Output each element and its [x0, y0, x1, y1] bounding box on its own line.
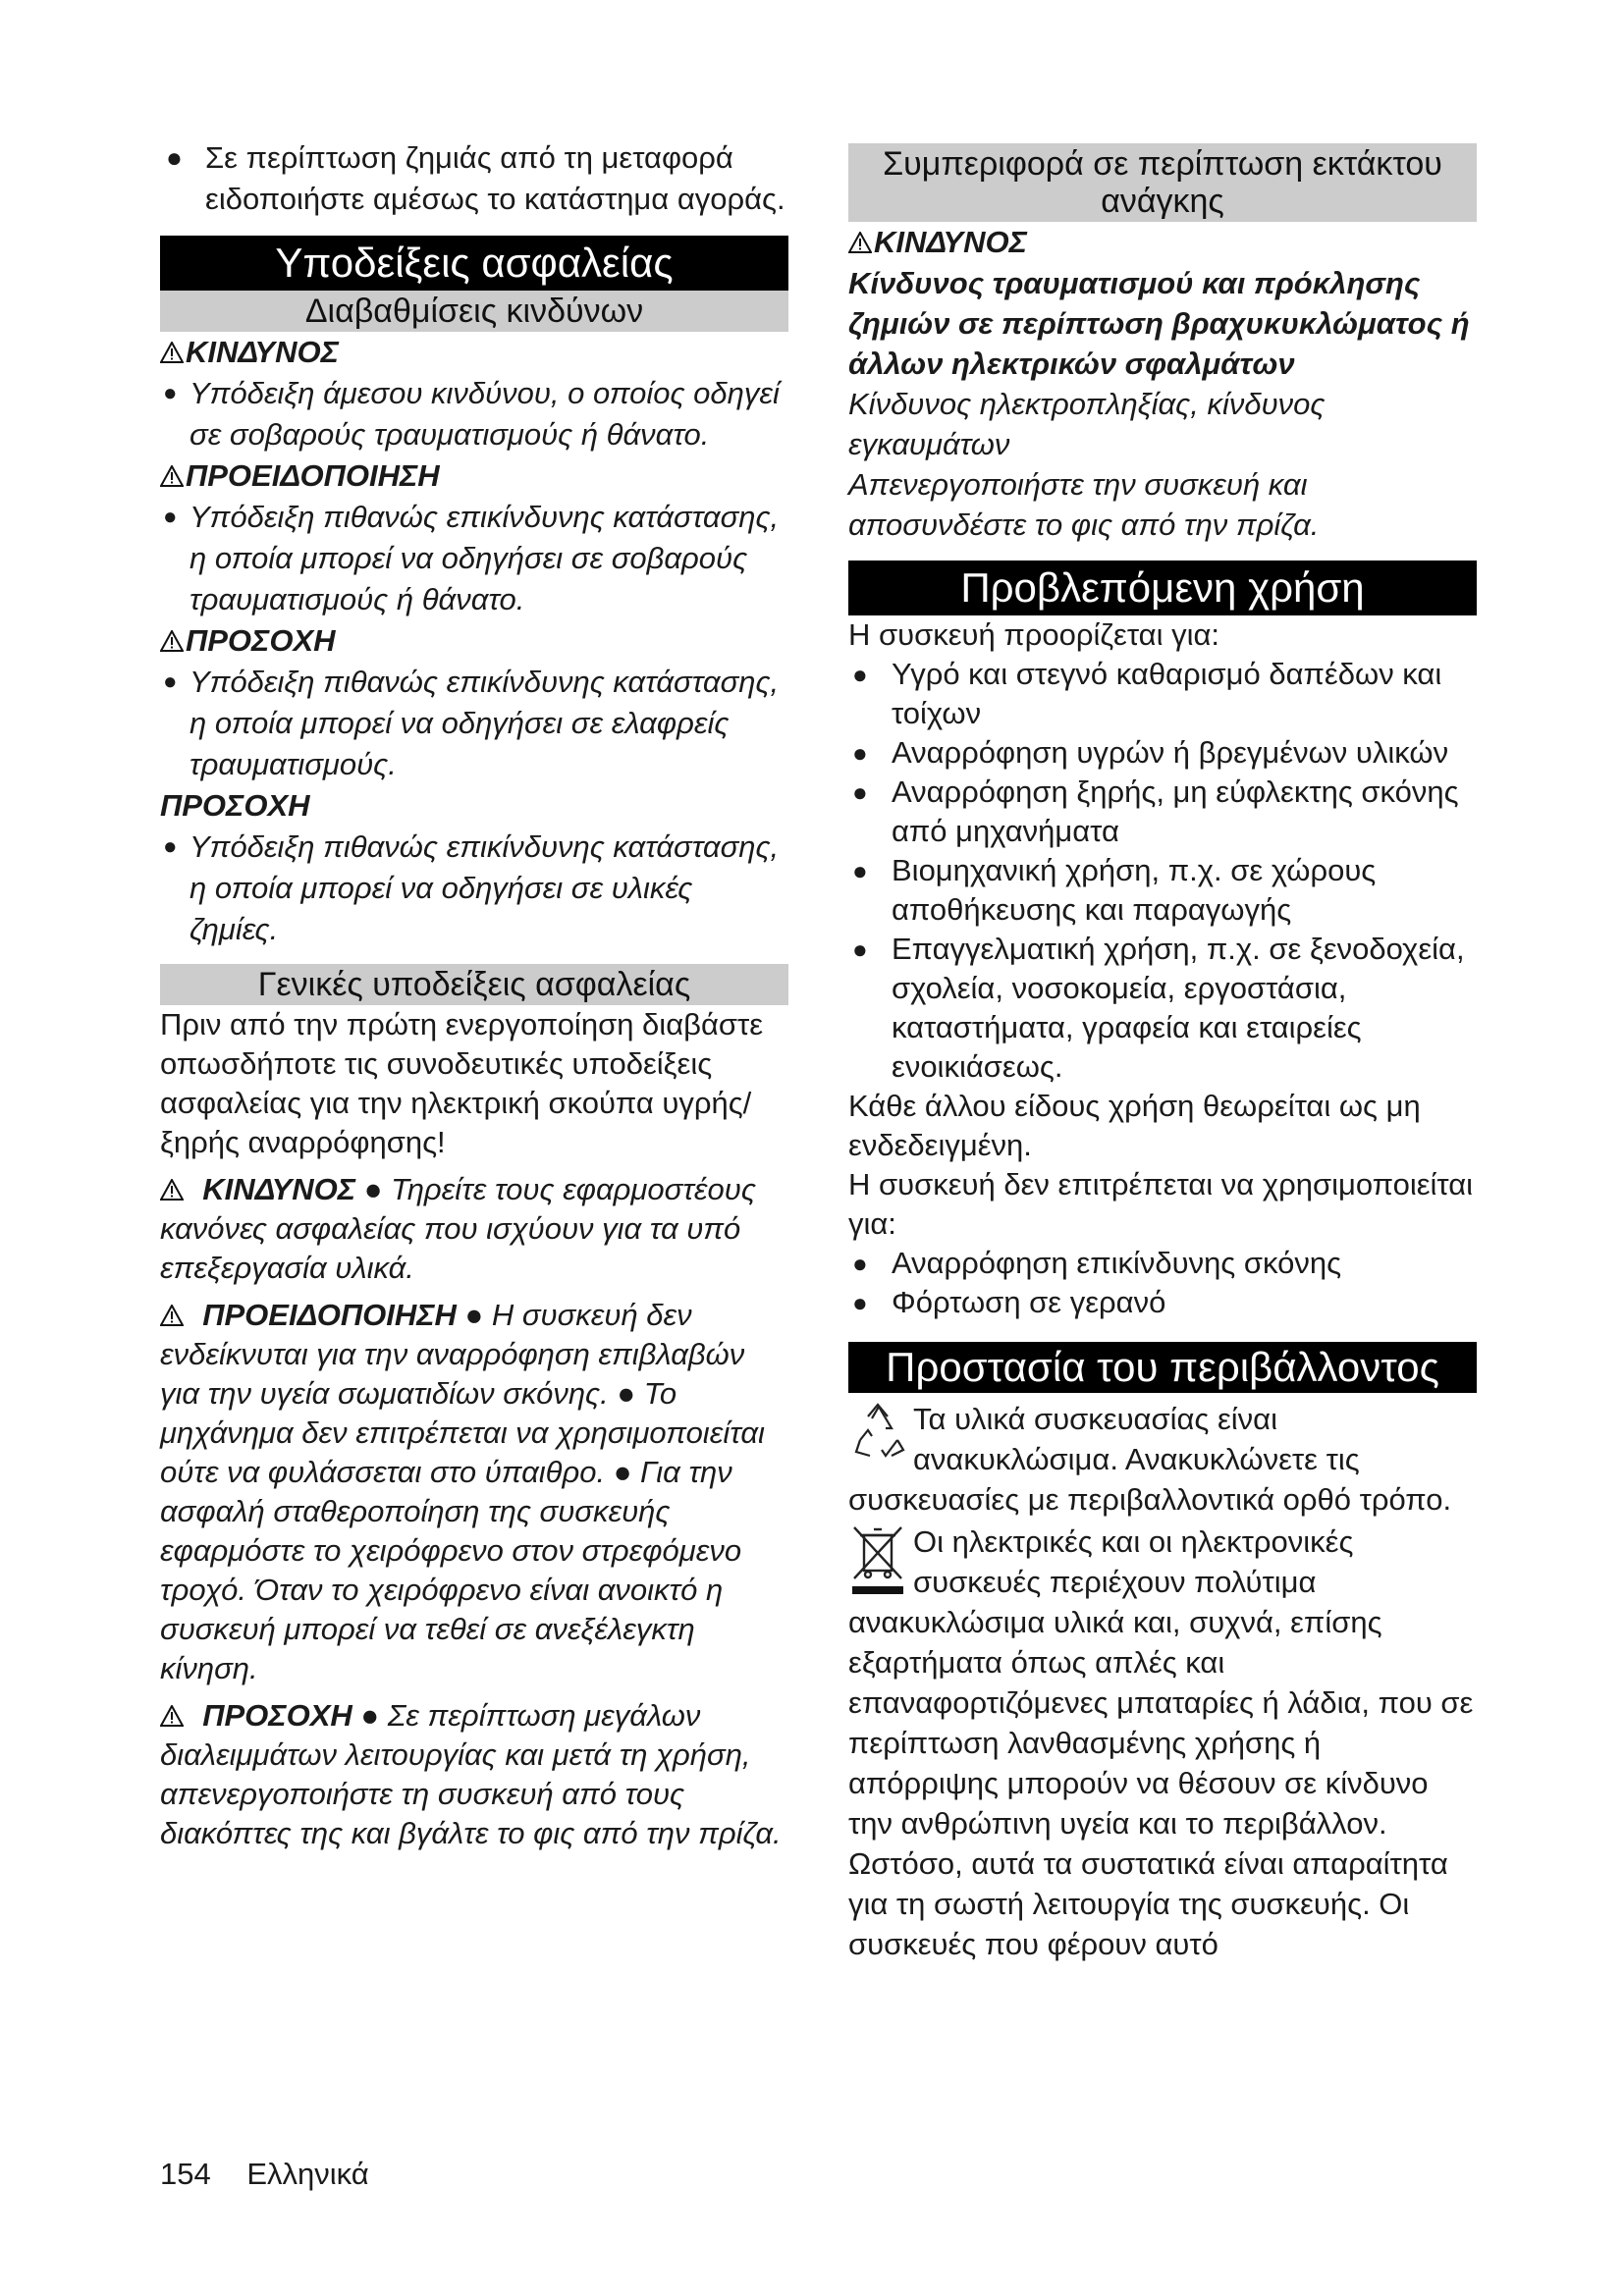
emergency-hazard: Κίνδυνος ηλεκτροπληξίας, κίνδυνος εγκαυμάτων: [848, 387, 1326, 461]
not-allowed-list: [848, 1244, 1477, 1322]
general-caution-note: ΠΡΟΣΟΧΗ ● Σε περίπτωση μεγάλων διαλειμμάτων λειτουργίας και μετά τη χρήση, απενεργοποιήστε τη συσκευή από τους διακόπτες της και βγάλτε το φις από την πρίζα.: [160, 1698, 782, 1850]
general-intro: Πριν από την πρώτη ενεργοποίηση διαβάστε οπωσδήποτε τις συνοδευτικές υποδείξεις ασφαλείας για την ηλεκτρική σκούπα υγρής/ξηρής αναρρόφησης!: [160, 1007, 764, 1159]
left-column: [160, 137, 788, 1853]
list-item: ● Επαγγελματική χρήση, π.χ. σε ξενοδοχεία, σχολεία, νοσοκομεία, εργοστάσια, καταστήματα, γραφεία και εταιρείες ενοικιάσεως.: [852, 932, 1465, 1084]
bullet-icon: ●: [852, 856, 868, 885]
page-footer: [160, 2157, 397, 2192]
environment-heading: Προστασία του περιβάλλοντος: [848, 1342, 1477, 1393]
list-item: ● Αναρρόφηση υγρών ή βρεγμένων υλικών: [848, 733, 1477, 773]
list-item: ● Αναρρόφηση επικίνδυνης σκόνης: [848, 1244, 1477, 1283]
level-text-danger: ● Υπόδειξη άμεσου κινδύνου, ο οποίος οδηγεί σε σοβαρούς τραυματισμούς ή θάνατο.: [160, 373, 788, 455]
general-warning-note: ΠΡΟΕΙΔΟΠΟΙΗΣΗ ● Η συσκευή δεν ενδείκνυται για την αναρρόφηση επιβλαβών για την υγεία σωματιδίων σκόνης. ● Το μηχάνημα δεν επιτρέπεται να χρησιμοποιείται ούτε να φυλάσσεται στο ύπαιθρο. ● Για την ασφαλή σταθεροποίηση της συσκευής εφαρμόστε το χειρόφρενο στον στρεφόμενο τροχό. Όταν το χειρόφρενο είναι ανοικτό η συσκευή μπορεί να τεθεί σε ανεξέλεγκτη κίνηση.: [160, 1298, 765, 1685]
bullet-icon: ●: [852, 738, 868, 768]
warning-triangle-icon: [160, 1179, 184, 1201]
bullet-icon: ●: [852, 1288, 868, 1317]
bullet-icon: ●: [163, 833, 178, 860]
level-label-caution: ΠΡΟΣΟΧΗ: [160, 620, 788, 662]
intended-use-heading: Προβλεπόμενη χρήση: [848, 561, 1477, 615]
right-column: [848, 137, 1477, 1964]
recycle-icon: [848, 1401, 909, 1462]
list-item: ● Υγρό και στεγνό καθαρισμό δαπέδων και τοίχων: [852, 657, 1442, 730]
intended-other: Κάθε άλλου είδους χρήση θεωρείται ως μη ενδεδειγμένη.: [848, 1089, 1421, 1162]
list-item: ● Αναρρόφηση ξηρής, μη εύφλεκτης σκόνης από μηχανήματα: [852, 774, 1459, 848]
emergency-risk: Κίνδυνος τραυματισμού και πρόκλησης ζημιών σε περίπτωση βραχυκυκλώματος ή άλλων ηλεκτρικών σφαλμάτων: [848, 266, 1470, 381]
weee-note: Οι ηλεκτρικές και οι ηλεκτρονικές συσκευές περιέχουν πολύτιμα ανακυκλώσιμα υλικά και, συχνά, επίσης εξαρτήματα όπως απλές και επαναφορτιζόμενες μπαταρίες ή λάδια, που σε περίπτωση λανθασμένης χρήσης ή απόρριψης μπορούν να θέσουν σε κίνδυνο την ανθρώπινη υγεία και το περιβάλλον. Ωστόσο, αυτά τα συστατικά είναι απαραίτητα για τη σωστή λειτουργία της συσκευής. Οι συσκευές που φέρουν αυτό: [848, 1524, 1474, 1961]
bullet-icon: ●: [852, 934, 868, 964]
warning-triangle-icon: [160, 630, 184, 652]
bullet-icon: ●: [852, 777, 868, 807]
intended-use-list: [848, 655, 1477, 1087]
general-safety-heading: Γενικές υποδείξεις ασφαλείας: [160, 964, 788, 1005]
emergency-label: ΚΙΝΔΥΝΟΣ: [848, 222, 1477, 263]
general-danger-note: ΚΙΝΔΥΝΟΣ ● Τηρείτε τους εφαρμοστέους κανόνες ασφαλείας που ισχύουν για τα υπό επεξεργασία υλικά.: [160, 1172, 756, 1285]
transport-damage-note: ● Σε περίπτωση ζημιάς από τη μεταφορά ειδοποιήστε αμέσως το κατάστημα αγοράς.: [160, 137, 788, 220]
bullet-icon: ●: [163, 504, 178, 530]
warning-triangle-icon: [160, 1305, 184, 1326]
level-text-warning: ● Υπόδειξη πιθανώς επικίνδυνης κατάστασης, η οποία μπορεί να οδηγήσει σε σοβαρούς τραυματισμούς ή θάνατο.: [160, 497, 788, 620]
bullet-icon: ●: [166, 142, 183, 173]
level-label-danger: ΚΙΝΔΥΝΟΣ: [160, 332, 788, 373]
level-text-caution: ● Υπόδειξη πιθανώς επικίνδυνης κατάστασης, η οποία μπορεί να οδηγήσει σε ελαφρείς τραυματισμούς.: [160, 662, 788, 785]
level-label-notice: ΠΡΟΣΟΧΗ: [160, 788, 310, 823]
crossed-bin-icon: [848, 1523, 909, 1596]
danger-levels-heading: Διαβαθμίσεις κινδύνων: [160, 291, 788, 332]
level-text-notice: ● Υπόδειξη πιθανώς επικίνδυνης κατάστασης, η οποία μπορεί να οδηγήσει σε υλικές ζημίες.: [160, 827, 788, 950]
warning-triangle-icon: [160, 465, 184, 487]
bullet-icon: ●: [163, 668, 178, 695]
danger-level-list: [160, 332, 788, 950]
bullet-icon: ●: [163, 380, 178, 406]
warning-triangle-icon: [160, 1705, 184, 1727]
footer-language: Ελληνικά: [246, 2157, 369, 2191]
packaging-note: Τα υλικά συσκευασίας είναι ανακυκλώσιμα. Ανακυκλώνετε τις συσκευασίες με περιβαλλοντικά ορθό τρόπο.: [848, 1402, 1452, 1517]
list-item: ● Φόρτωση σε γερανό: [848, 1283, 1477, 1322]
bullet-icon: ●: [852, 660, 868, 689]
warning-triangle-icon: [160, 342, 184, 363]
list-item: ● Βιομηχανική χρήση, π.χ. σε χώρους αποθήκευσης και παραγωγής: [852, 853, 1377, 927]
bullet-icon: ●: [852, 1249, 868, 1278]
intended-intro: Η συσκευή προορίζεται για:: [848, 617, 1220, 652]
emergency-action: Απενεργοποιήστε την συσκευή και αποσυνδέστε το φις από την πρίζα.: [848, 467, 1320, 542]
safety-heading: Υποδείξεις ασφαλείας: [160, 236, 788, 291]
page-number: 154: [160, 2157, 211, 2191]
level-label-warning: ΠΡΟΕΙΔΟΠΟΙΗΣΗ: [160, 455, 788, 497]
not-allowed-intro: Η συσκευή δεν επιτρέπεται να χρησιμοποιείται για:: [848, 1167, 1474, 1241]
emergency-heading: Συμπεριφορά σε περίπτωση εκτάκτου ανάγκης: [848, 143, 1477, 222]
warning-triangle-icon: [848, 232, 872, 253]
